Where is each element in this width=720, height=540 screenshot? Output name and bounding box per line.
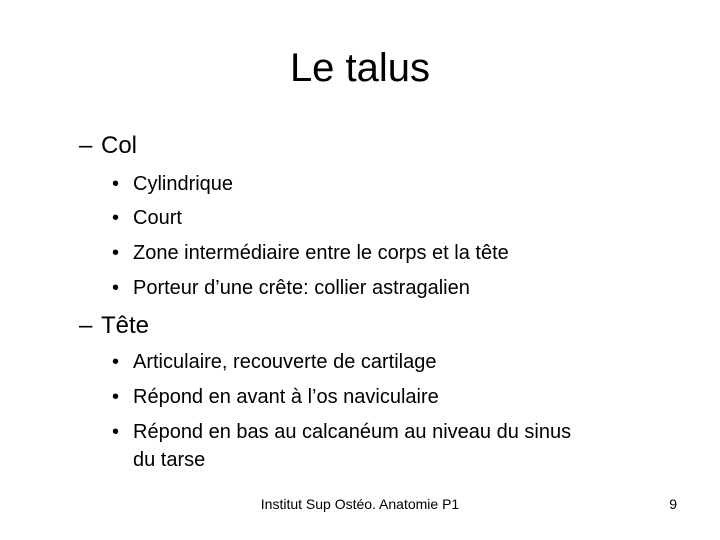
list-item-text: Cylindrique [133,173,234,195]
bullet-marker: • [112,173,120,195]
section-heading-label: Tête [101,312,150,339]
bullet-marker: • [112,277,120,299]
list-item [112,385,439,409]
section-heading-tete [79,312,149,340]
list-item-text: Court [133,207,182,229]
list-item-text: Répond en bas au calcanéum au niveau du sinus [133,421,572,443]
section-heading-label: Col [101,132,138,159]
bullet-marker: • [112,207,120,229]
slide-title: Le talus [289,46,431,90]
list-item [112,420,571,444]
bullet-marker: • [112,351,120,373]
footer-text: Institut Sup Ostéo. Anatomie P1 [260,496,460,512]
bullet-marker: • [112,421,120,443]
dash-marker: – [79,132,93,159]
list-item-text: Zone intermédiaire entre le corps et la tête [133,242,509,264]
list-item [112,350,436,374]
dash-marker: – [79,312,93,339]
list-item [112,206,182,230]
list-item-continuation: du tarse [133,449,206,471]
bullet-marker: • [112,242,120,264]
bullet-marker: • [112,386,120,408]
list-item-text: Articulaire, recouverte de cartilage [133,351,437,373]
list-item-text: Porteur d’une crête: collier astragalien [133,277,470,299]
section-heading-col [79,132,137,160]
page-number: 9 [669,496,677,512]
list-item [112,241,509,265]
list-item [112,276,470,300]
list-item-text: Répond en avant à l’os naviculaire [133,386,439,408]
list-item [112,172,233,196]
